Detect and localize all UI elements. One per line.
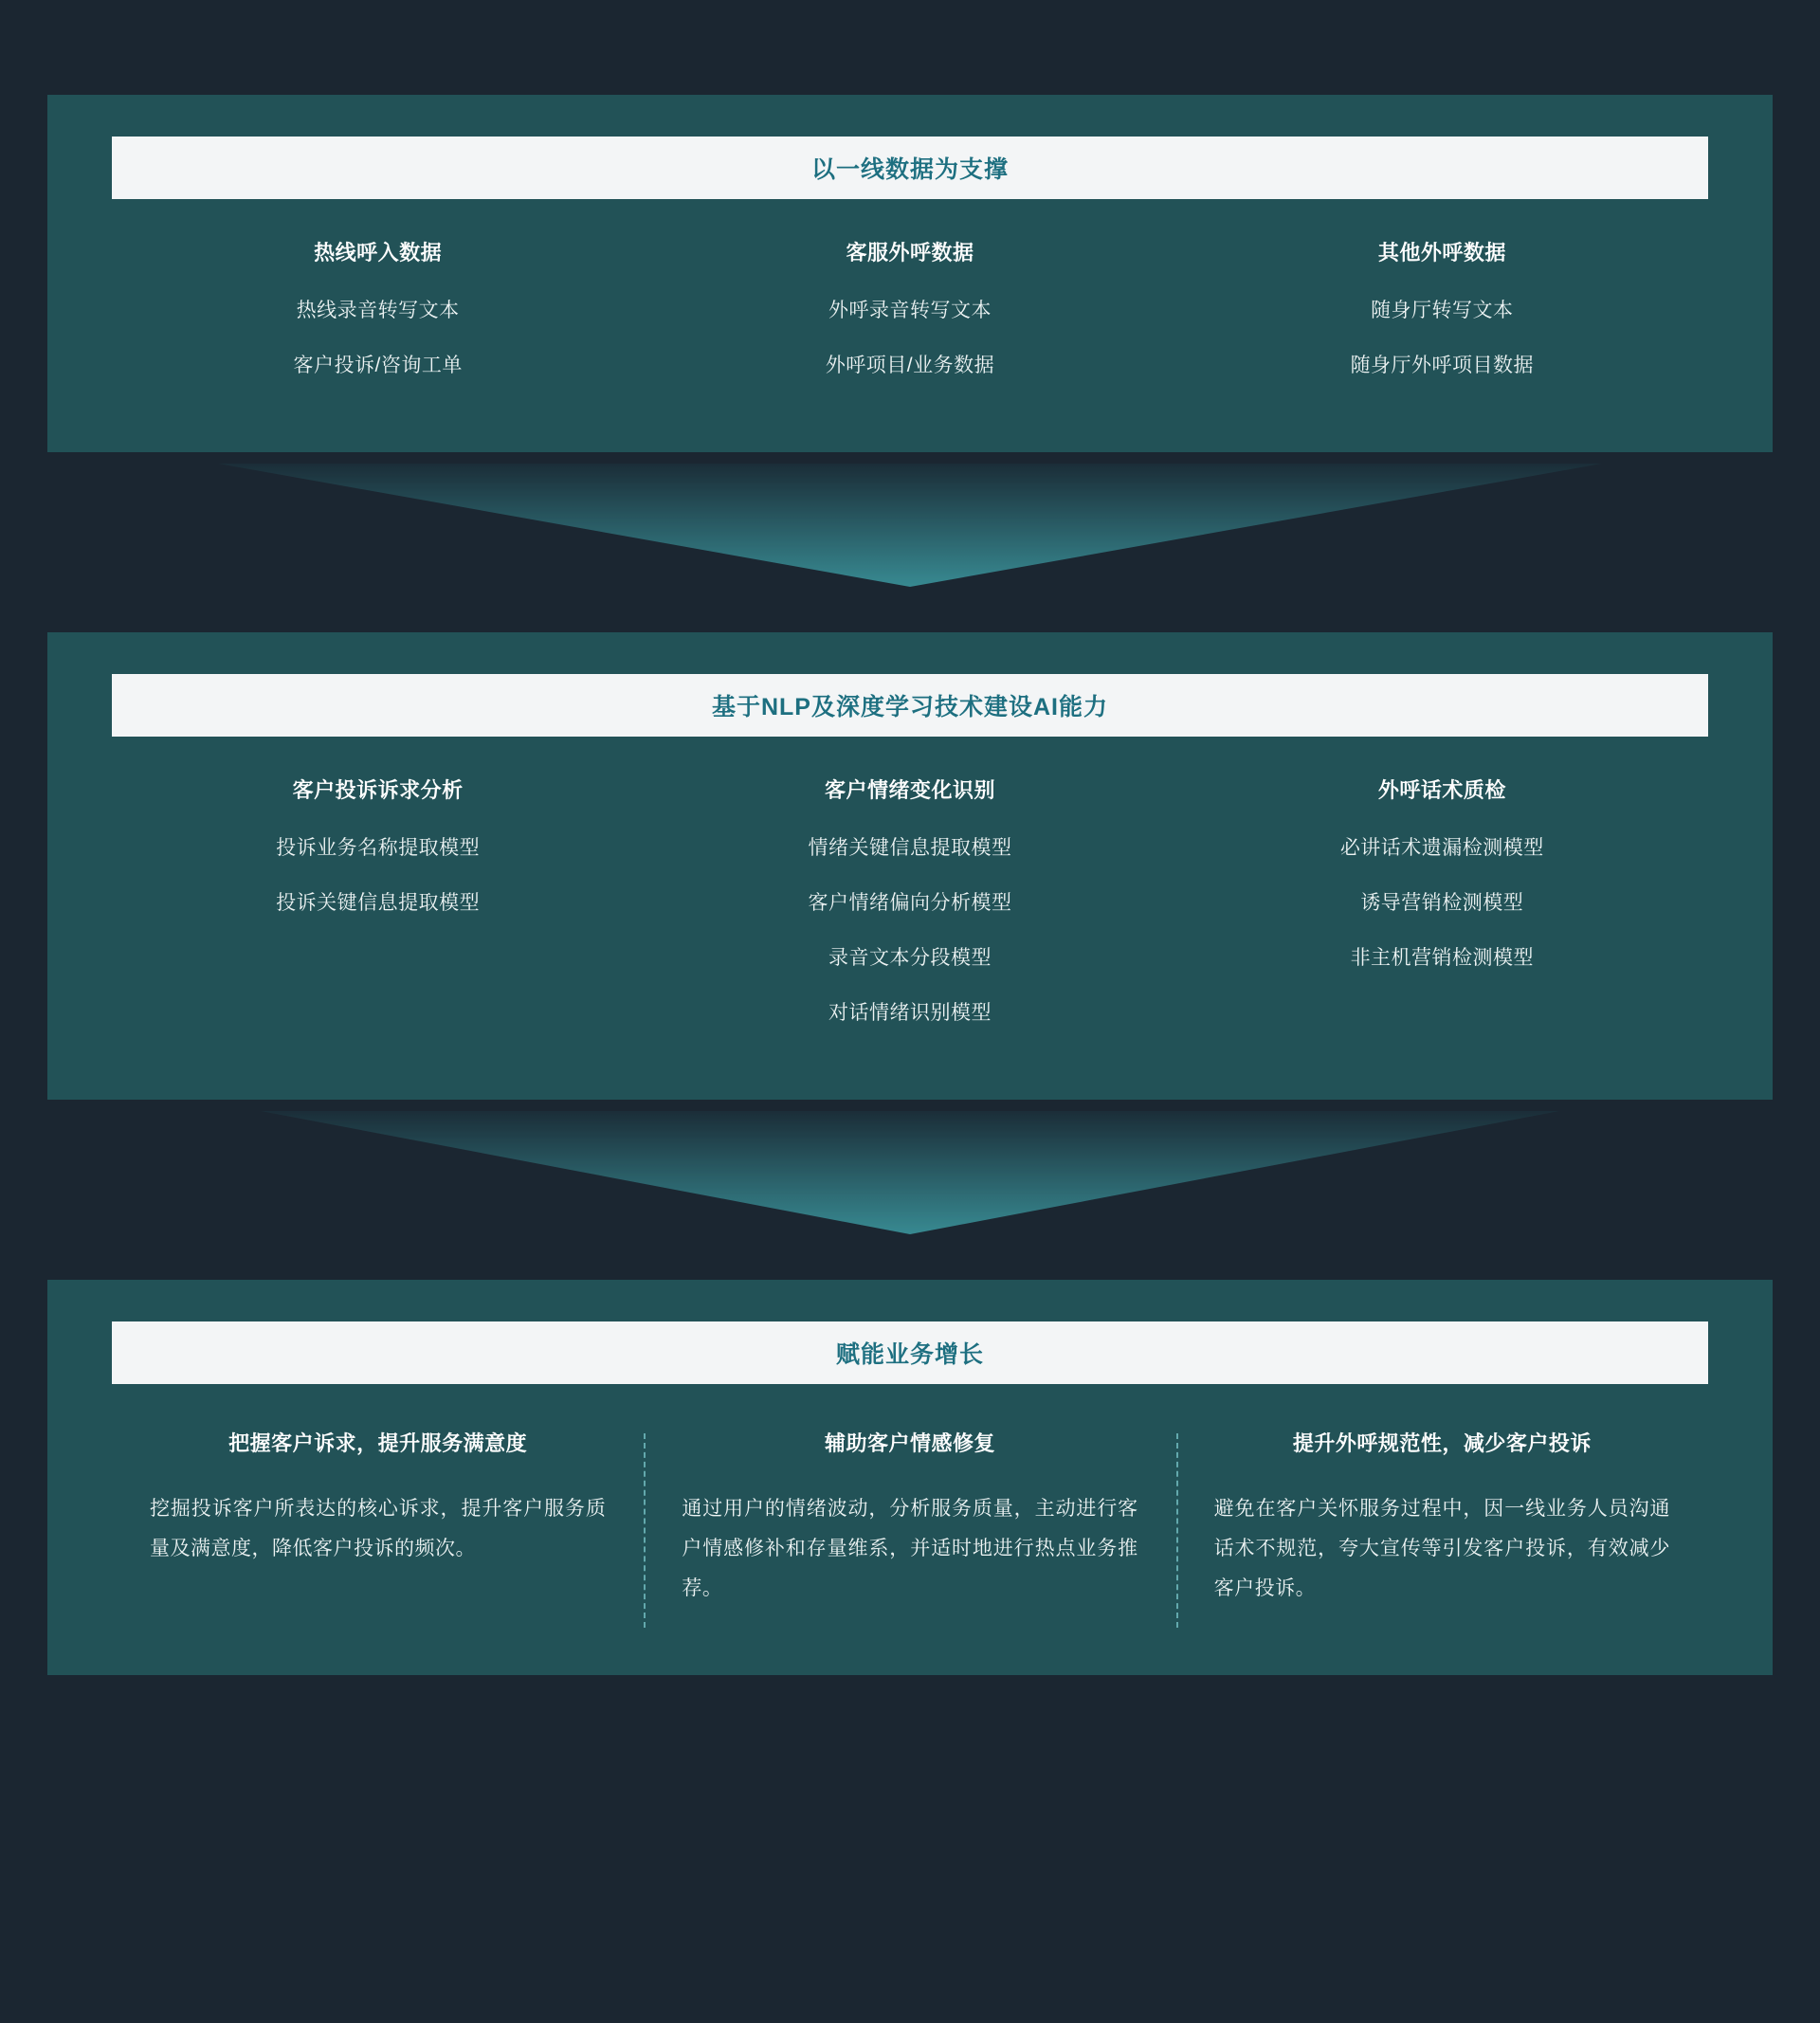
column-complaint-analysis xyxy=(112,775,644,1052)
section-title: 以一线数据为支撑 xyxy=(810,156,1009,183)
section-title: 基于NLP及深度学习技术建设AI能力 xyxy=(711,694,1108,720)
column-item: 录音文本分段模型 xyxy=(828,947,992,969)
section-columns xyxy=(112,237,1708,405)
column-heading: 客户投诉诉求分析 xyxy=(292,778,464,802)
benefit-body: 通过用户的情绪波动，分析服务质量，主动进行客户情感修补和存量维系，并适时地进行热点业务推荐。 xyxy=(682,1498,1138,1599)
section-ai-capability xyxy=(47,632,1773,1100)
benefit-columns xyxy=(112,1428,1708,1609)
column-hotline-inbound xyxy=(112,237,644,405)
column-heading: 其他外呼数据 xyxy=(1377,241,1506,264)
column-item: 客户情绪偏向分析模型 xyxy=(808,892,1012,914)
benefit-emotion-repair xyxy=(644,1428,1175,1609)
column-item: 热线录音转写文本 xyxy=(296,300,460,321)
benefit-heading: 把握客户诉求，提升服务满意度 xyxy=(228,1431,528,1455)
flow-arrow-1-wrap xyxy=(47,452,1773,632)
column-other-outbound xyxy=(1176,237,1708,405)
down-arrow-icon xyxy=(261,1111,1559,1234)
column-item: 客户投诉/咨询工单 xyxy=(293,355,463,376)
section-title-bar xyxy=(112,674,1708,737)
column-item: 随身厅外呼项目数据 xyxy=(1350,355,1535,376)
diagram-page xyxy=(0,95,1820,2023)
section-title-bar xyxy=(112,1321,1708,1384)
section-business-growth xyxy=(47,1280,1773,1675)
column-emotion-detection xyxy=(644,775,1175,1052)
section-title: 赋能业务增长 xyxy=(835,1341,984,1368)
column-item: 必讲话术遗漏检测模型 xyxy=(1339,837,1544,859)
column-item: 随身厅转写文本 xyxy=(1371,300,1514,321)
section-columns xyxy=(112,775,1708,1052)
column-heading: 热线呼入数据 xyxy=(314,241,443,264)
column-item: 外呼录音转写文本 xyxy=(828,300,992,321)
column-item: 对话情绪识别模型 xyxy=(828,1002,992,1024)
column-item: 外呼项目/业务数据 xyxy=(825,355,995,376)
benefit-body: 挖掘投诉客户所表达的核心诉求，提升客户服务质量及满意度，降低客户投诉的频次。 xyxy=(150,1498,607,1559)
benefit-heading: 辅助客户情感修复 xyxy=(824,1431,995,1455)
column-script-qc xyxy=(1176,775,1708,1052)
column-item: 投诉业务名称提取模型 xyxy=(276,837,481,859)
section-title-bar xyxy=(112,137,1708,199)
section-data-foundation xyxy=(47,95,1773,452)
column-heading: 客服外呼数据 xyxy=(846,241,974,264)
column-heading: 客户情绪变化识别 xyxy=(824,778,995,802)
benefit-customer-satisfaction xyxy=(112,1428,644,1609)
benefit-body: 避免在客户关怀服务过程中，因一线业务人员沟通话术不规范，夸大宣传等引发客户投诉，有效减少客户投诉。 xyxy=(1213,1498,1670,1599)
column-item: 非主机营销检测模型 xyxy=(1350,947,1535,969)
column-heading: 外呼话术质检 xyxy=(1377,778,1506,802)
down-arrow-icon xyxy=(218,464,1602,587)
column-item: 情绪关键信息提取模型 xyxy=(808,837,1012,859)
benefit-outbound-compliance xyxy=(1176,1428,1708,1609)
column-outbound-service xyxy=(644,237,1175,405)
flow-arrow-2-wrap xyxy=(47,1100,1773,1280)
column-item: 投诉关键信息提取模型 xyxy=(276,892,481,914)
column-item: 诱导营销检测模型 xyxy=(1360,892,1524,914)
benefit-heading: 提升外呼规范性，减少客户投诉 xyxy=(1292,1431,1592,1455)
